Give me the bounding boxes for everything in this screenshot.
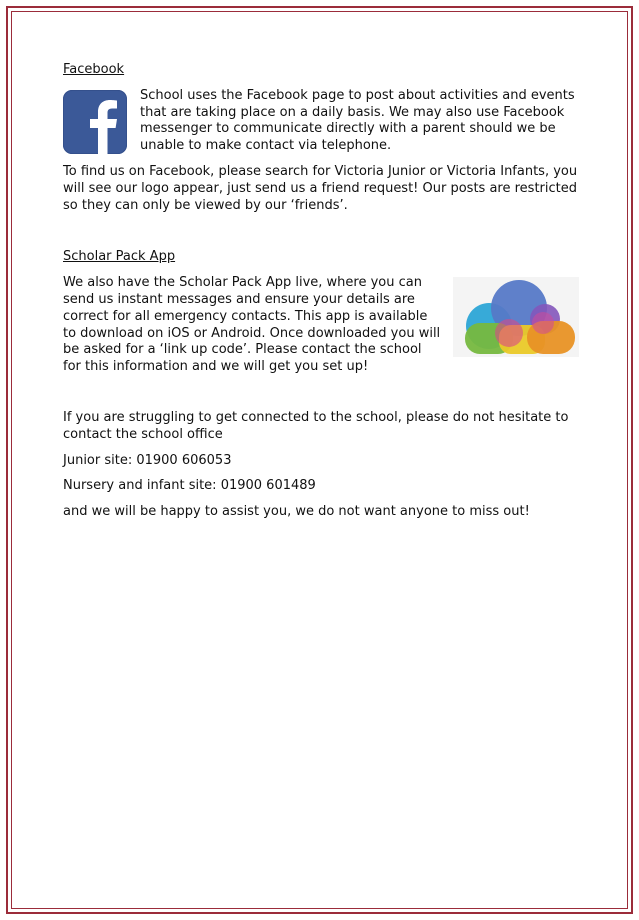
facebook-logo-icon xyxy=(63,90,127,154)
junior-site-phone: Junior site: 01900 606053 xyxy=(63,452,232,468)
facebook-heading: Facebook xyxy=(63,62,125,77)
document-body xyxy=(63,62,579,530)
facebook-intro-block xyxy=(63,88,579,155)
closing-line: and we will be happy to assist you, we do not want anyone to miss out! xyxy=(63,504,530,520)
facebook-paragraph-1: School uses the Facebook page to post about activities and events that are taking place on a daily basis. We may also use Facebook messenger to communicate directly with a parent should we be unable to make contact via telephone. xyxy=(140,87,575,154)
contact-intro: If you are struggling to get connected to the school, please do not hesitate to contact the school office xyxy=(63,409,569,442)
facebook-paragraph-2: To find us on Facebook, please search for Victoria Junior or Victoria Infants, you will see our logo appear, just send us a friend request! Our posts are restricted so they can only be viewed by our ‘friends’. xyxy=(63,163,578,213)
scholar-pack-cloud-logo-icon xyxy=(453,277,579,357)
nursery-site-phone: Nursery and infant site: 01900 601489 xyxy=(63,478,316,494)
scholar-pack-block xyxy=(63,275,579,376)
scholar-pack-paragraph: We also have the Scholar Pack App live, where you can send us instant messages and ensure your details are correct for all emergency contacts. This app is available to download on iOS or Android. Once downloaded you will be asked for a ‘link up code’. Please contact the school for this information and we will get you set up! xyxy=(63,275,441,375)
scholar-pack-heading: Scholar Pack App xyxy=(63,249,176,265)
